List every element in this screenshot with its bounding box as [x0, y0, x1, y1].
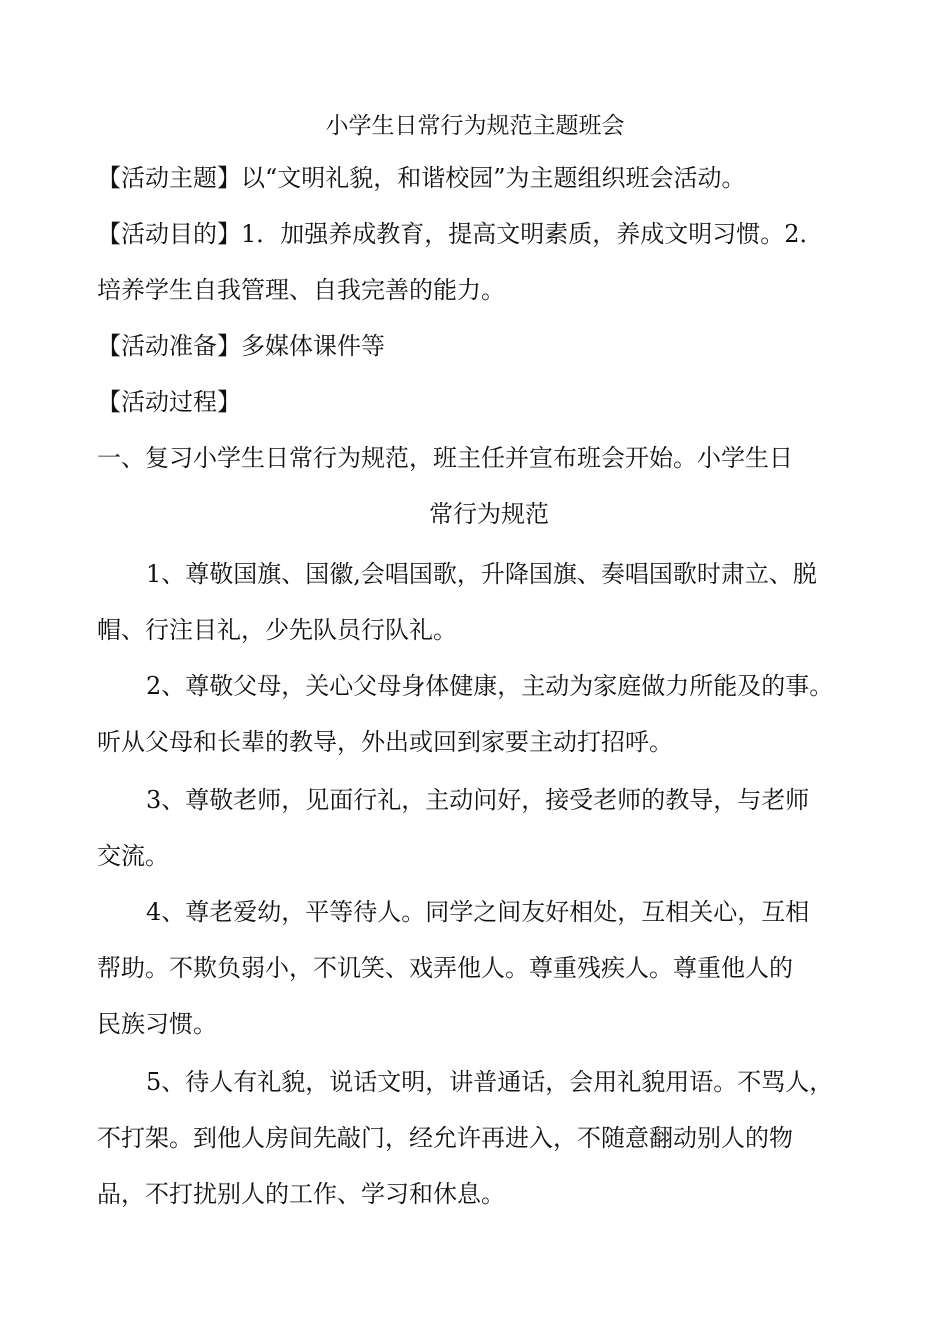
rule-1-line-2: 帽、行注目礼，少先队员行队礼。: [97, 616, 457, 644]
norms-subheading: 常行为规范: [429, 500, 549, 528]
rule-4-line-2: 帮助。不欺负弱小，不讥笑、戏弄他人。尊重残疾人。尊重他人的: [97, 954, 793, 982]
rule-3-line-1: 3、尊敬老师，见面行礼，主动问好，接受老师的教导，与老师: [146, 786, 810, 814]
purpose-line-2: 培养学生自我管理、自我完善的能力。: [97, 276, 505, 304]
purpose-line-1: 【活动目的】1．加强养成教育，提高文明素质，养成文明习惯。2．: [97, 220, 824, 248]
rule-5-line-1: 5、待人有礼貌，说话文明，讲普通话，会用礼貌用语。不骂人，: [146, 1068, 834, 1096]
rule-4-line-3: 民族习惯。: [97, 1010, 217, 1038]
process-heading: 【活动过程】: [97, 388, 241, 416]
rule-2-line-1: 2、尊敬父母，关心父母身体健康，主动为家庭做力所能及的事。: [146, 672, 834, 700]
rule-5-line-2: 不打架。到他人房间先敲门，经允许再进入，不随意翻动别人的物: [97, 1124, 793, 1152]
rule-2-line-2: 听从父母和长辈的教导，外出或回到家要主动打招呼。: [97, 728, 673, 756]
section-one-line: 一、复习小学生日常行为规范，班主任并宣布班会开始。小学生日: [97, 444, 793, 472]
rule-1-line-1: 1、尊敬国旗、国徽,会唱国歌，升降国旗、奏唱国歌时肃立、脱: [146, 560, 817, 588]
rule-3-line-2: 交流。: [97, 842, 169, 870]
preparation-line: 【活动准备】多媒体课件等: [97, 332, 385, 360]
rule-4-line-1: 4、尊老爱幼，平等待人。同学之间友好相处，互相关心，互相: [146, 898, 810, 926]
document-title: 小学生日常行为规范主题班会: [325, 113, 625, 139]
theme-line: 【活动主题】以“文明礼貌，和谐校园”为主题组织班会活动。: [97, 164, 746, 192]
rule-5-line-3: 品，不打扰别人的工作、学习和休息。: [97, 1180, 505, 1208]
